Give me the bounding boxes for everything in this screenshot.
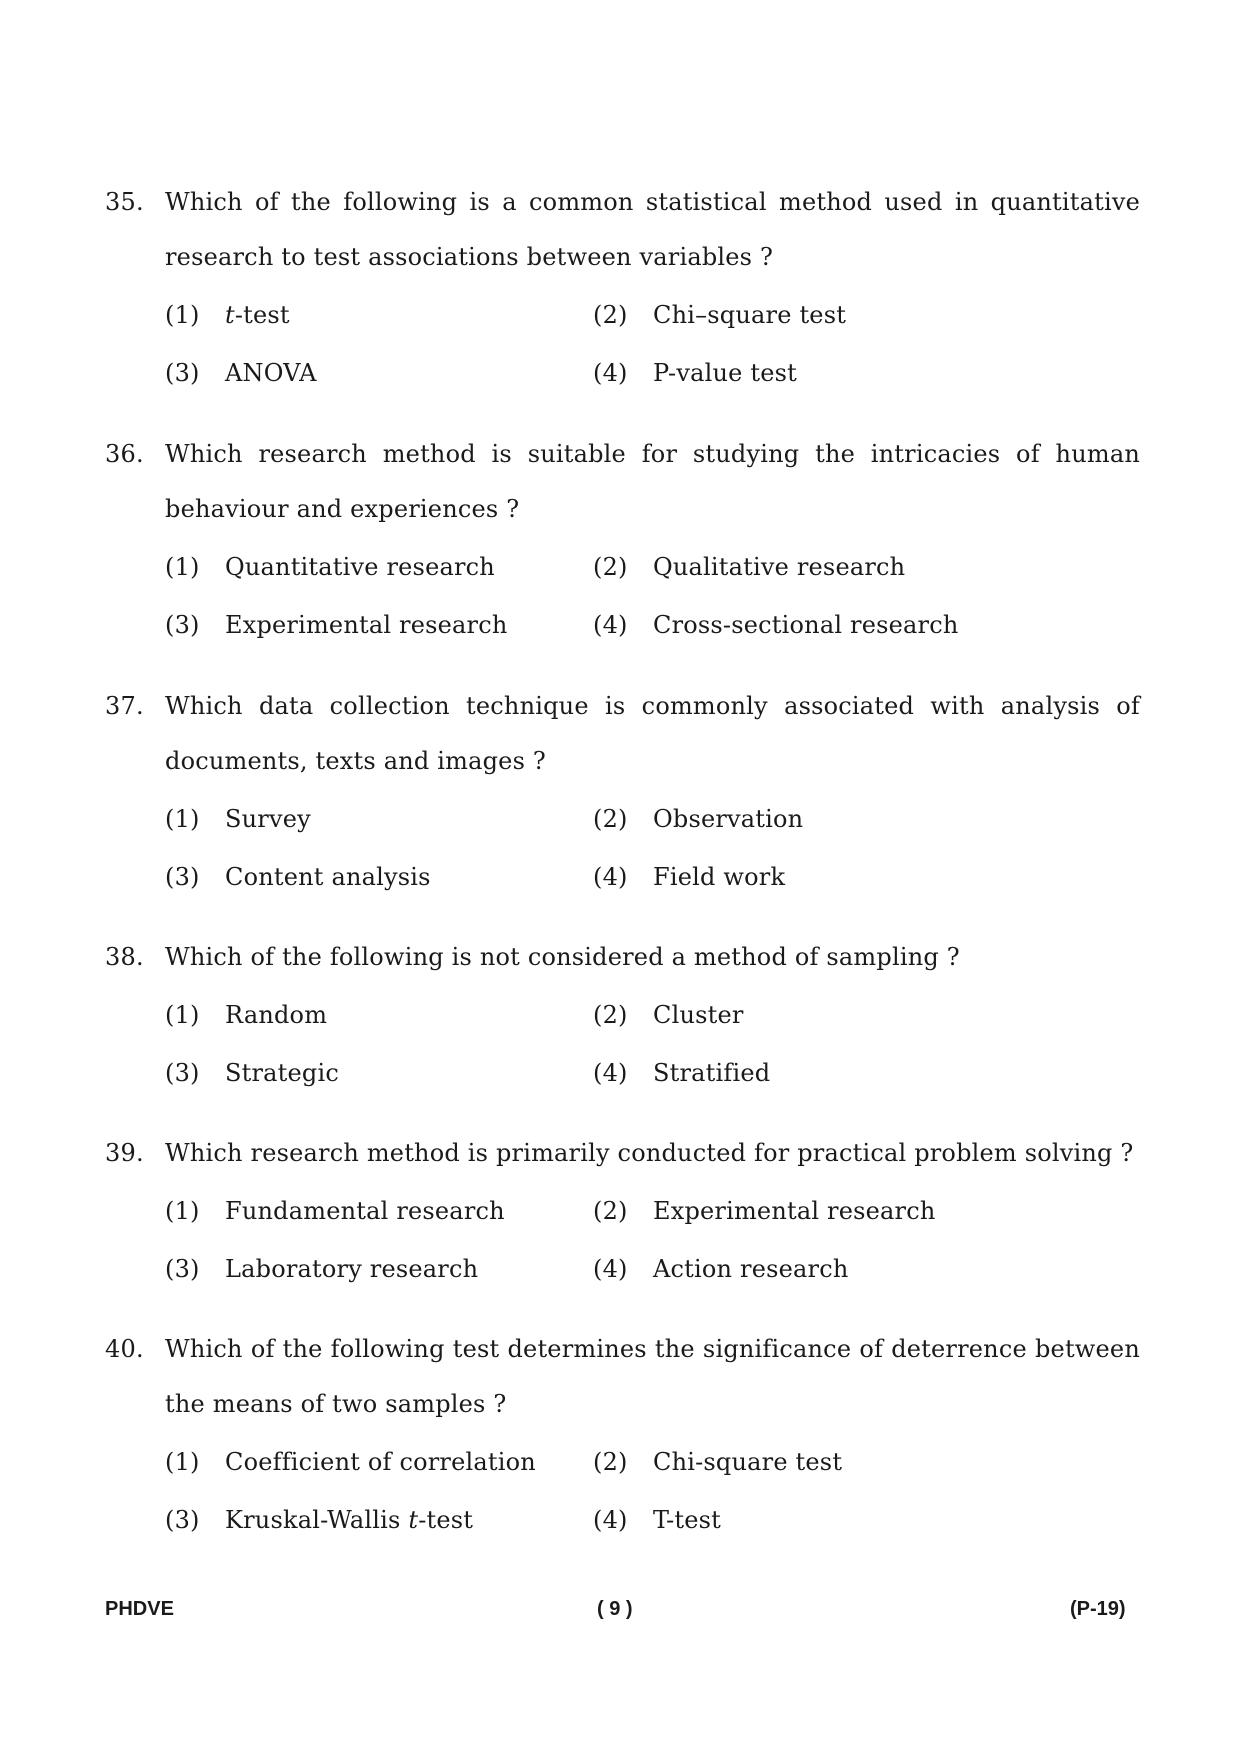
option-number: (4) [593, 1059, 628, 1087]
option-37-3 [165, 862, 431, 892]
option-label: Chi–square test [653, 301, 847, 329]
option-35-3 [165, 358, 317, 388]
option-number: (3) [165, 1506, 200, 1534]
option-label: P-value test [653, 359, 797, 387]
option-label: Strategic [225, 1059, 339, 1087]
option-number: (1) [165, 301, 200, 329]
option-number: (3) [165, 1255, 200, 1283]
question-number: 37. [105, 692, 144, 720]
option-label-italic: t [225, 301, 235, 329]
question-text: Which research method is suitable for studying the intricacies of human behaviour and experiences ? [165, 440, 1140, 523]
question-text: Which of the following is not considered a method of sampling ? [165, 943, 960, 971]
option-38-4 [593, 1058, 770, 1088]
question-text: Which research method is primarily conducted for practical problem solving ? [165, 1139, 1134, 1167]
question-number: 35. [105, 188, 144, 216]
question-number: 40. [105, 1335, 144, 1363]
option-label: ANOVA [225, 359, 317, 387]
option-label: Quantitative research [225, 553, 495, 581]
question-number: 39. [105, 1139, 144, 1167]
option-number: (4) [593, 611, 628, 639]
option-number: (2) [593, 1448, 628, 1476]
option-label: Content analysis [225, 863, 431, 891]
option-label: Stratified [653, 1059, 771, 1087]
question-35 [105, 175, 1140, 285]
option-number: (2) [593, 553, 628, 581]
question-text: Which of the following is a common statistical method used in quantitative research to test associations between variables ? [165, 188, 1140, 271]
option-label: Random [225, 1001, 328, 1029]
option-36-2 [593, 552, 905, 582]
option-35-4 [593, 358, 797, 388]
option-39-3 [165, 1254, 478, 1284]
option-36-1 [165, 552, 495, 582]
option-40-3 [165, 1505, 473, 1535]
option-number: (4) [593, 1506, 628, 1534]
option-label: Qualitative research [653, 553, 906, 581]
option-label: Chi-square test [653, 1448, 843, 1476]
option-39-4 [593, 1254, 849, 1284]
option-label-suffix: -test [234, 301, 290, 329]
option-38-2 [593, 1000, 744, 1030]
option-number: (1) [165, 805, 200, 833]
option-label: Experimental research [225, 611, 508, 639]
option-39-2 [593, 1196, 936, 1226]
option-label-suffix: -test [418, 1506, 474, 1534]
option-number: (1) [165, 553, 200, 581]
option-36-4 [593, 610, 959, 640]
option-36-3 [165, 610, 508, 640]
option-number: (3) [165, 611, 200, 639]
option-label: Observation [653, 805, 804, 833]
option-number: (3) [165, 863, 200, 891]
question-number: 38. [105, 943, 144, 971]
option-number: (2) [593, 301, 628, 329]
option-label: Survey [225, 805, 311, 833]
option-number: (3) [165, 359, 200, 387]
option-number: (2) [593, 805, 628, 833]
option-38-1 [165, 1000, 327, 1030]
option-number: (1) [165, 1197, 200, 1225]
question-37 [105, 679, 1140, 789]
question-39 [105, 1126, 1140, 1181]
page-number: ( 9 ) [597, 1598, 633, 1620]
option-label: Laboratory research [225, 1255, 479, 1283]
option-number: (3) [165, 1059, 200, 1087]
option-label: Action research [653, 1255, 849, 1283]
option-35-2 [593, 300, 846, 330]
option-37-2 [593, 804, 803, 834]
option-40-1 [165, 1447, 536, 1477]
option-37-1 [165, 804, 311, 834]
footer-paper-code: (P-19) [1070, 1598, 1126, 1620]
option-35-1 [165, 300, 290, 330]
option-37-4 [593, 862, 785, 892]
question-text: Which data collection technique is commonly associated with analysis of documents, texts and images ? [165, 692, 1140, 775]
option-number: (4) [593, 359, 628, 387]
footer-code: PHDVE [105, 1598, 174, 1620]
question-36 [105, 427, 1140, 537]
option-number: (1) [165, 1001, 200, 1029]
option-label: Coefficient of correlation [225, 1448, 536, 1476]
option-label: T-test [653, 1506, 722, 1534]
option-label: Cross-sectional research [653, 611, 959, 639]
option-number: (2) [593, 1001, 628, 1029]
question-number: 36. [105, 440, 144, 468]
question-40 [105, 1322, 1140, 1432]
question-text: Which of the following test determines the significance of deterrence between the means of two samples ? [165, 1335, 1140, 1418]
option-label-italic: t [408, 1506, 419, 1534]
option-label: Kruskal-Wallis [225, 1506, 409, 1534]
option-label: Field work [653, 863, 786, 891]
question-38 [105, 930, 1140, 985]
option-40-4 [593, 1505, 721, 1535]
option-label: Fundamental research [225, 1197, 505, 1225]
option-39-1 [165, 1196, 505, 1226]
option-number: (4) [593, 1255, 628, 1283]
option-number: (1) [165, 1448, 200, 1476]
option-label: Experimental research [653, 1197, 936, 1225]
option-number: (4) [593, 863, 628, 891]
option-38-3 [165, 1058, 339, 1088]
option-label: Cluster [653, 1001, 744, 1029]
option-40-2 [593, 1447, 842, 1477]
option-number: (2) [593, 1197, 628, 1225]
